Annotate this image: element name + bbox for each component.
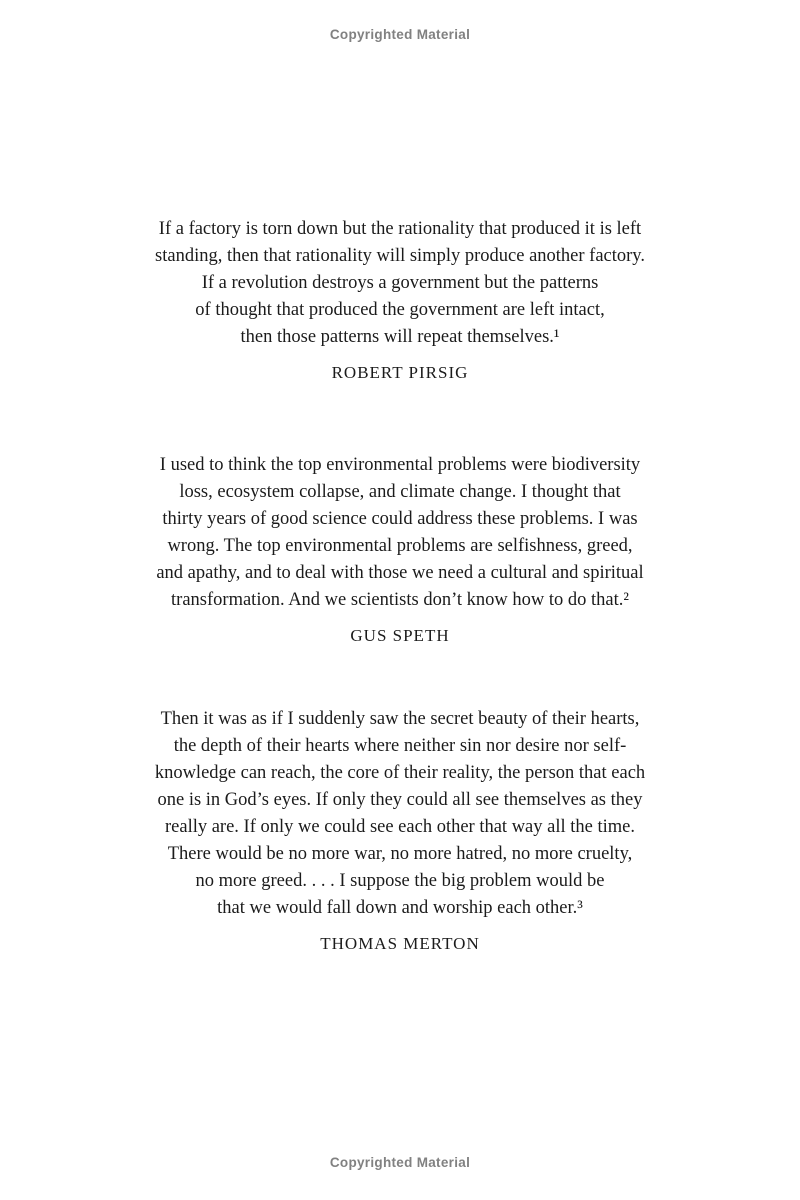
quote-line: I used to think the top environmental problems were biodiversity <box>159 455 641 475</box>
epigraph-speth <box>60 452 740 647</box>
quote-line: no more greed. . . . I suppose the big problem would be <box>195 871 605 891</box>
quote-line: standing, then that rationality will simply produce another factory. <box>155 246 645 266</box>
quote-line: If a revolution destroys a government but the patterns <box>201 273 599 293</box>
quote-line: the depth of their hearts where neither sin nor desire nor self- <box>173 736 627 756</box>
quote-line: then those patterns will repeat themselves.¹ <box>240 327 560 347</box>
quote-line: loss, ecosystem collapse, and climate change. I thought that <box>179 482 621 502</box>
copyright-notice-bottom: Copyrighted Material <box>329 1155 471 1170</box>
quote-line: thirty years of good science could address these problems. I was <box>162 509 638 529</box>
quote-attribution: ROBERT PIRSIG <box>331 363 469 382</box>
quote-line: knowledge can reach, the core of their reality, the person that each <box>154 763 646 783</box>
quote-line: There would be no more war, no more hatred, no more cruelty, <box>167 844 633 864</box>
quote-line: really are. If only we could see each other that way all the time. <box>164 817 635 837</box>
copyright-notice-top: Copyrighted Material <box>329 27 471 42</box>
quote-line: transformation. And we scientists don’t know how to do that.² <box>171 590 629 610</box>
quote-line: that we would fall down and worship each other.³ <box>217 898 583 918</box>
quote-line: and apathy, and to deal with those we need a cultural and spiritual <box>156 563 644 583</box>
epigraph-pirsig <box>60 216 740 384</box>
quote-line: Then it was as if I suddenly saw the secret beauty of their hearts, <box>160 709 640 729</box>
quote-line: one is in God’s eyes. If only they could all see themselves as they <box>157 790 643 810</box>
quote-line: wrong. The top environmental problems are selfishness, greed, <box>167 536 633 556</box>
quote-line: of thought that produced the government are left intact, <box>195 300 605 320</box>
quote-line: If a factory is torn down but the rationality that produced it is left <box>158 219 642 239</box>
quote-attribution: THOMAS MERTON <box>320 934 480 953</box>
epigraph-merton <box>60 706 740 955</box>
quote-attribution: GUS SPETH <box>350 626 450 645</box>
